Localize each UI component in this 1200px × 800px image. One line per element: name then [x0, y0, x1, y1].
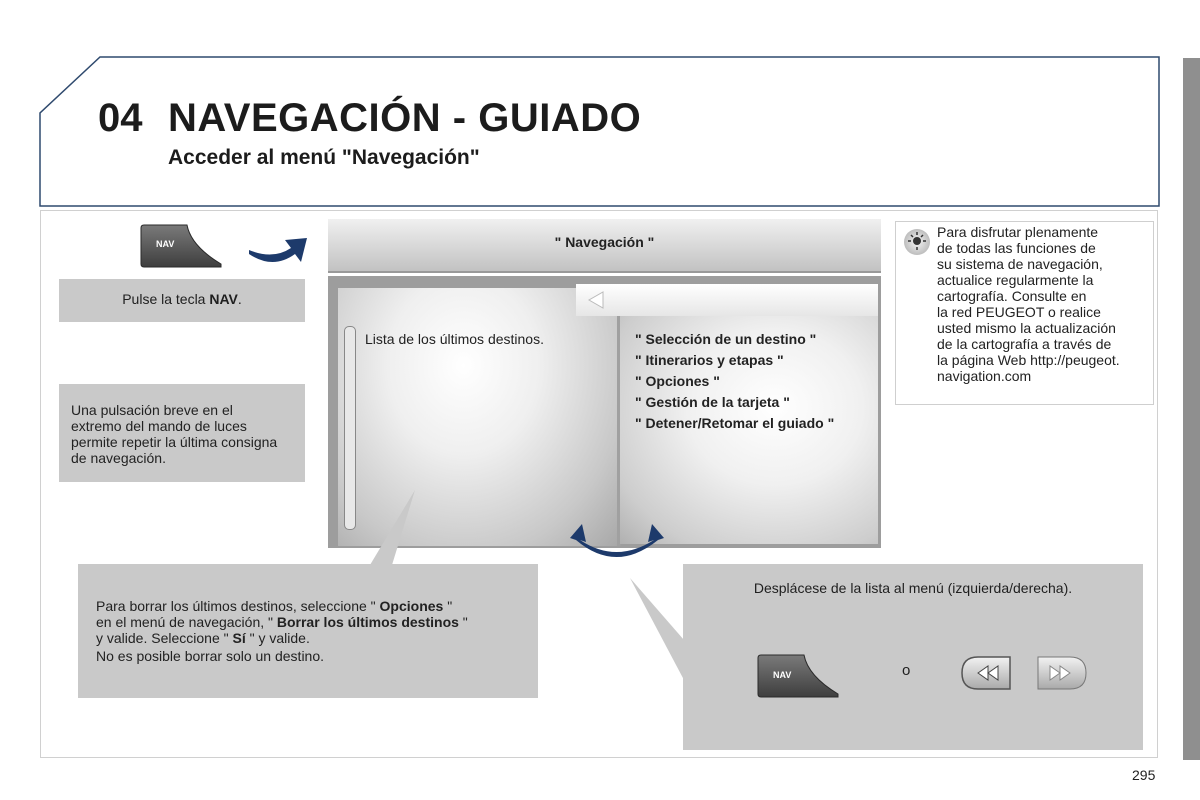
nav-key-icon — [756, 654, 840, 698]
seek-back-icon[interactable] — [962, 657, 1010, 689]
nav-key-button[interactable] — [139, 224, 223, 268]
short-press-tip-text: Una pulsación breve en el extremo del mando de luces permite repetir la última consigna de navegación. — [71, 402, 278, 466]
or-label: o — [902, 662, 911, 679]
delete-note-line — [96, 598, 532, 614]
delete-note-bold: Sí — [232, 630, 246, 646]
press-nav-instruction — [59, 291, 305, 307]
press-nav-key-name: NAV — [209, 291, 238, 307]
page-subtitle: Acceder al menú "Navegación" — [168, 146, 480, 169]
list-scrollbar[interactable] — [344, 326, 356, 530]
menu-item-itineraries-label: " Itinerarios y etapas " — [635, 352, 784, 368]
screen-title: " Navegación " — [554, 234, 655, 250]
delete-note-line — [96, 614, 532, 630]
press-nav-text: Pulse la tecla — [122, 291, 210, 307]
menu-item-select-destination[interactable]: " Selección de un destino " — [635, 331, 817, 347]
info-line: Para disfrutar plenamente — [937, 224, 1099, 240]
info-line: navigation.com — [937, 368, 1032, 384]
info-line: la página Web http://peugeot. — [937, 352, 1120, 368]
info-line: de todas las funciones de — [937, 240, 1096, 256]
info-line: actualice regularmente la — [937, 272, 1094, 288]
nav-key-button-bottom[interactable] — [756, 654, 840, 698]
delete-note-line — [96, 630, 532, 646]
delete-note-span: Para borrar los últimos destinos, seleccione " — [96, 598, 380, 614]
seek-forward-icon[interactable] — [1038, 657, 1086, 689]
destinations-list-label: Lista de los últimos destinos. — [365, 331, 544, 347]
nav-key-icon — [139, 224, 223, 268]
double-arrow-icon — [560, 520, 674, 568]
info-line: cartografía. Consulte en — [937, 288, 1087, 304]
delete-note-bold: Opciones — [379, 598, 444, 614]
menu-pane-tab — [576, 284, 878, 316]
menu-item-itineraries[interactable] — [635, 352, 784, 368]
delete-note-span: " y valide. — [245, 630, 310, 646]
delete-note-line: No es posible borrar solo un destino. — [96, 648, 325, 664]
delete-note-bold: Borrar los últimos destinos — [276, 614, 459, 630]
lightbulb-icon — [902, 227, 932, 257]
delete-note-span: " — [443, 598, 453, 614]
info-tip-text — [937, 224, 1152, 384]
chapter-side-tab — [1183, 58, 1200, 760]
menu-item-options[interactable]: " Opciones " — [635, 373, 720, 389]
nav-key-label: NAV — [156, 239, 175, 249]
delete-note-span: " — [458, 614, 468, 630]
info-line: usted mismo la actualización — [937, 320, 1116, 336]
page-number: 295 — [1132, 767, 1156, 783]
seek-buttons — [960, 655, 1088, 691]
info-line: la red PEUGEOT o realice — [937, 304, 1101, 320]
chapter-number: 04 — [98, 96, 143, 140]
delete-note-text — [96, 598, 532, 664]
delete-note-span: en el menú de navegación, " — [96, 614, 277, 630]
info-line: su sistema de navegación, — [937, 256, 1103, 272]
destinations-list-pane[interactable] — [338, 288, 621, 546]
nav-key-label: NAV — [773, 670, 792, 680]
info-line: de la cartografía a través de — [937, 336, 1112, 352]
back-arrow-icon[interactable] — [586, 290, 606, 310]
page-title: NAVEGACIÓN - GUIADO — [168, 96, 642, 140]
menu-item-card-management[interactable]: " Gestión de la tarjeta " — [635, 394, 790, 410]
press-nav-suffix: . — [237, 291, 242, 307]
delete-note-span: y valide. Seleccione " — [96, 630, 233, 646]
menu-item-stop-resume-guidance[interactable]: " Detener/Retomar el guiado " — [635, 415, 835, 431]
curved-arrow-icon — [245, 232, 310, 270]
scroll-note-text: Desplácese de la lista al menú (izquierda/derecha). — [753, 580, 1073, 596]
